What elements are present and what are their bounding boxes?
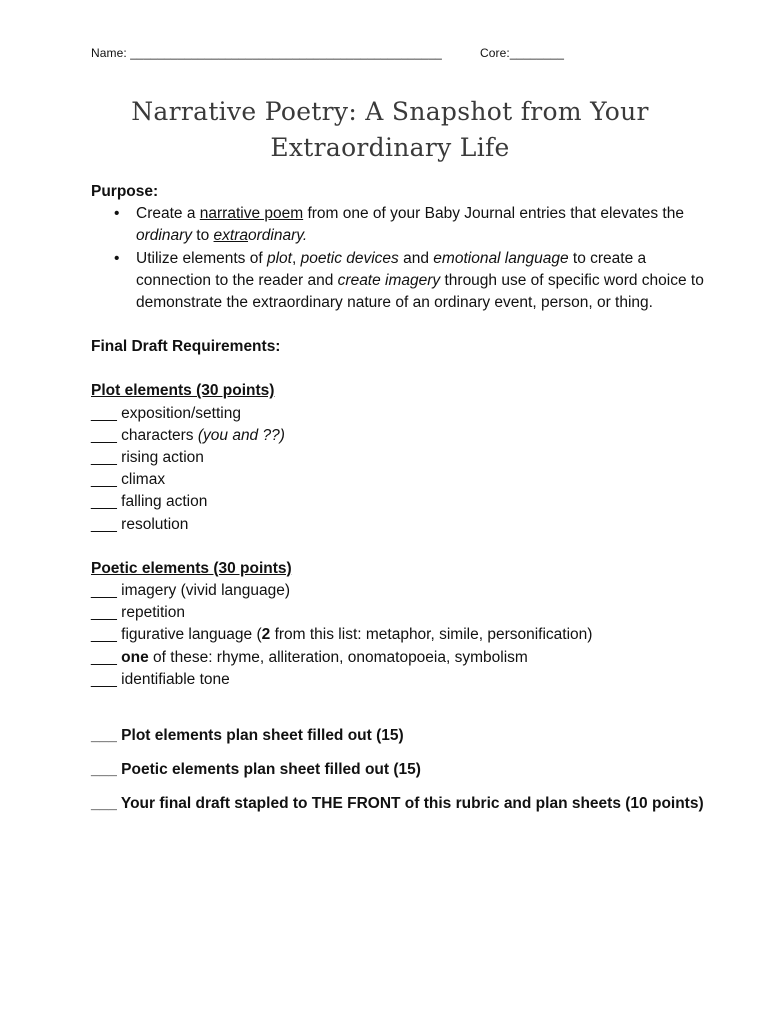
text: and <box>398 249 434 267</box>
title-line-1: Narrative Poetry: A Snapshot from Your <box>131 97 649 126</box>
blank-line: ___ <box>91 761 117 779</box>
plot-item-label: exposition/setting <box>121 404 241 422</box>
blank-line: ___ <box>91 404 122 422</box>
requirement-poetic-plan <box>91 759 711 781</box>
plot-item <box>91 469 711 491</box>
poetic-item <box>91 580 711 602</box>
final-draft-heading: Final Draft Requirements: <box>91 338 281 356</box>
blank-line: ___ <box>91 449 122 467</box>
italic-text: create imagery <box>337 271 441 289</box>
text: Create a <box>136 205 200 223</box>
poetic-item-label: identifiable tone <box>121 670 230 688</box>
text: to create a connection to the reader and <box>136 249 647 289</box>
plot-item-label: rising action <box>121 449 204 467</box>
plot-item-label: climax <box>121 471 166 489</box>
blank-line: ___ <box>91 727 117 745</box>
bold-number: 2 <box>261 626 271 644</box>
purpose-bullet-2 <box>91 248 711 315</box>
requirement-plot-plan <box>91 725 711 747</box>
plot-item <box>91 491 711 513</box>
name-field-label: Name: ______________________________________________ <box>91 46 442 60</box>
poetic-heading: Poetic elements (30 points) <box>91 559 292 577</box>
underlined-text: narrative poem <box>199 205 304 223</box>
italic-text: ordinary <box>136 227 192 245</box>
content <box>91 181 711 816</box>
poetic-item <box>91 602 711 624</box>
poetic-item-label: imagery (vivid language) <box>121 582 291 600</box>
poetic-item-label: figurative language ( <box>121 626 262 644</box>
poetic-item-label: of these: rhyme, alliteration, onomatopoeia, symbolism <box>148 648 528 666</box>
title-line-2: Extraordinary Life <box>270 133 510 162</box>
poetic-item-label: from this list: metaphor, simile, personification) <box>270 626 593 644</box>
plot-item-label: characters <box>121 426 194 444</box>
plot-item-label: resolution <box>121 515 189 533</box>
blank-line: ___ <box>91 426 122 444</box>
poetic-item <box>91 624 711 646</box>
poetic-item <box>91 669 711 691</box>
poetic-item-label: repetition <box>121 604 185 622</box>
text: , <box>291 249 301 267</box>
italic-text: poetic devices <box>300 249 399 267</box>
plot-item <box>91 403 711 425</box>
purpose-list <box>91 203 711 314</box>
purpose-heading: Purpose: <box>91 183 159 200</box>
plot-item-label: falling action <box>121 493 208 511</box>
italic-text: ordinary. <box>248 227 308 245</box>
bold-word: one <box>121 648 149 666</box>
blank-line: ___ <box>91 626 122 644</box>
header <box>91 46 565 60</box>
italic-text: plot <box>266 249 292 267</box>
plot-item <box>91 514 711 536</box>
requirement-final-draft <box>91 793 711 815</box>
plot-item <box>91 447 711 469</box>
blank-line: ___ <box>91 795 117 813</box>
page-title <box>60 94 720 166</box>
text: from one of your Baby Journal entries that elevates the <box>303 205 684 223</box>
blank-line: ___ <box>91 471 122 489</box>
blank-line: ___ <box>91 582 122 600</box>
text: Utilize elements of <box>136 249 267 267</box>
core-field-label: Core:________ <box>480 46 565 60</box>
requirement-label: Poetic elements plan sheet filled out (15) <box>116 761 421 779</box>
requirement-label: Your final draft stapled to THE FRONT of this rubric and plan sheets (10 points) <box>116 795 704 813</box>
blank-line: ___ <box>91 515 122 533</box>
requirement-label: Plot elements plan sheet filled out (15) <box>116 727 404 745</box>
blank-line: ___ <box>91 604 122 622</box>
blank-line: ___ <box>91 493 122 511</box>
plot-item <box>91 425 711 447</box>
blank-line: ___ <box>91 670 122 688</box>
italic-text: emotional language <box>433 249 569 267</box>
purpose-bullet-1 <box>91 203 711 247</box>
text: to <box>192 227 214 245</box>
plot-heading: Plot elements (30 points) <box>91 382 275 400</box>
blank-line: ___ <box>91 648 122 666</box>
italic-underlined-text: extra <box>213 227 249 245</box>
text: through use of specific word choice to demonstrate the extraordinary nature of an ordinary event, person, or thing. <box>136 271 704 312</box>
poetic-item <box>91 647 711 669</box>
characters-note: (you and ??) <box>197 426 285 444</box>
